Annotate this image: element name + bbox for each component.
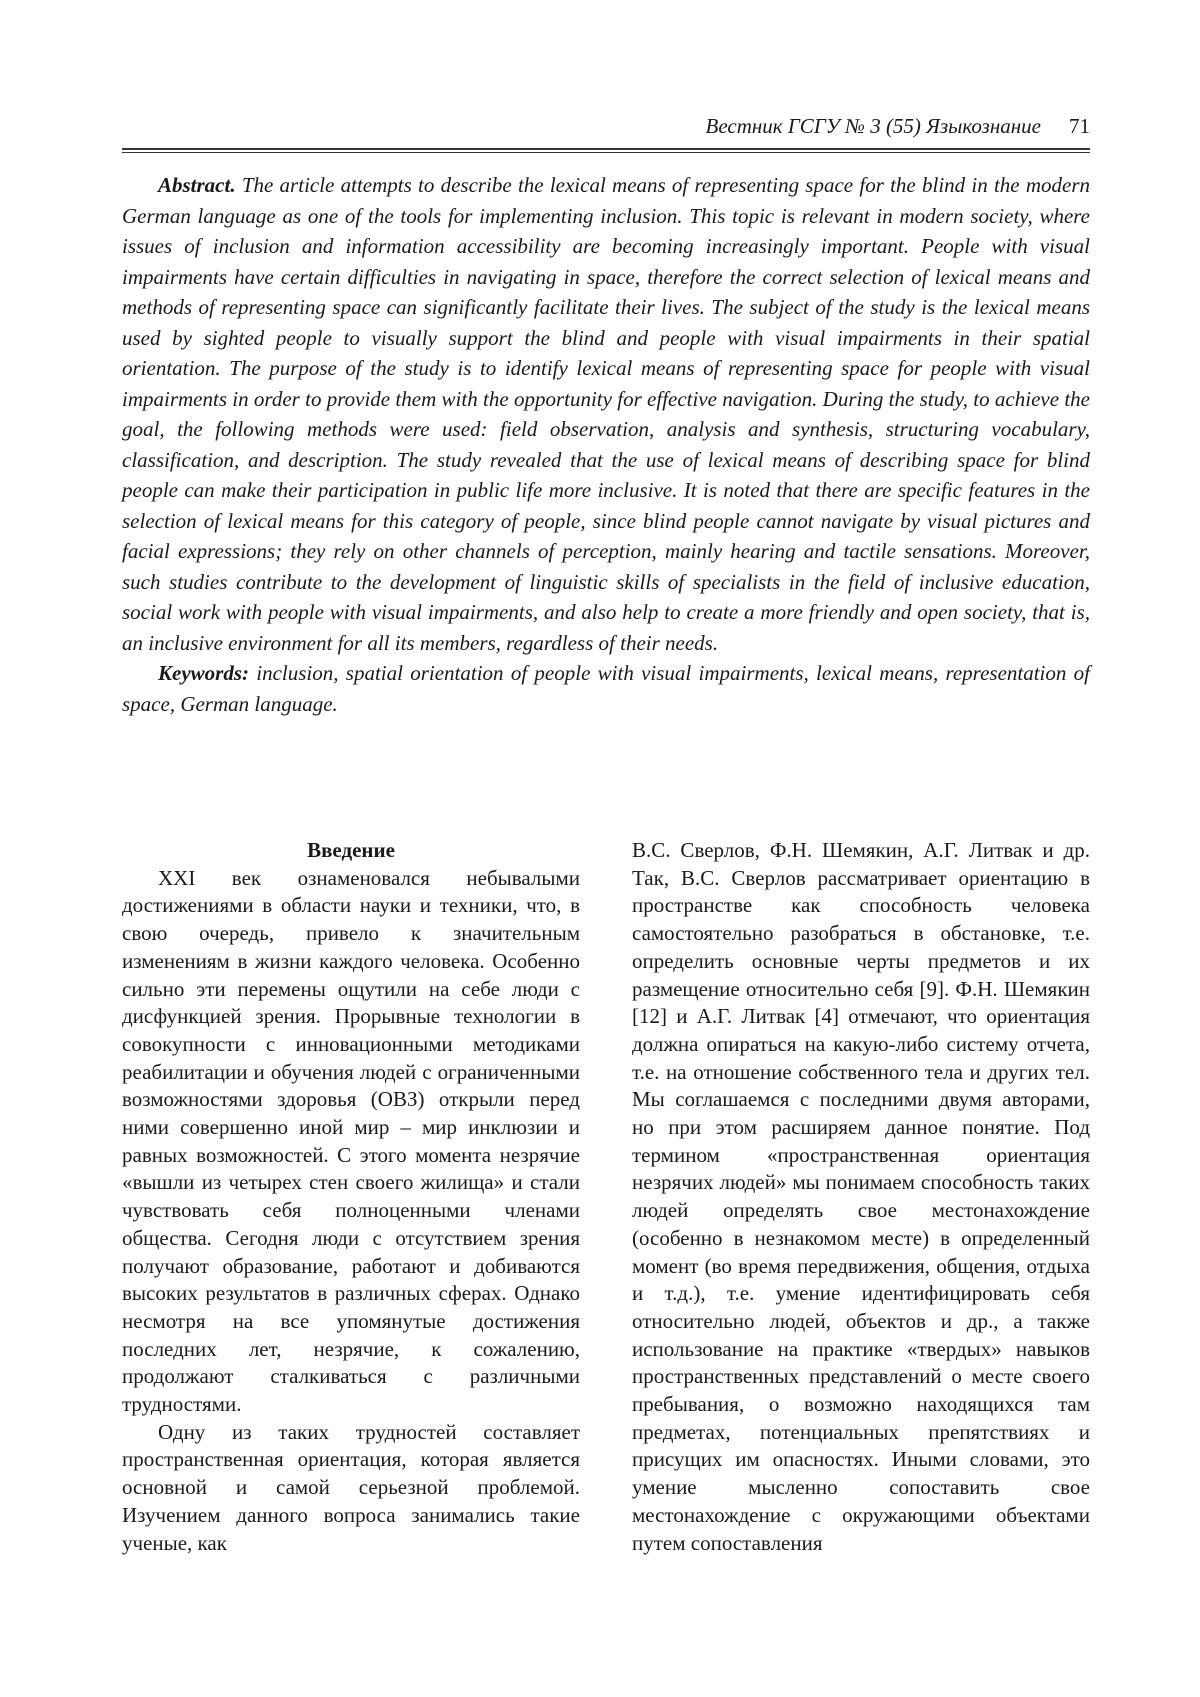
body-column-left <box>122 837 580 1557</box>
journal-title: Вестник ГСГУ № 3 (55) Языкознание <box>705 114 1041 138</box>
page-number: 71 <box>1069 114 1090 138</box>
keywords-text: inclusion, spatial orientation of people with visual impairments, lexical means, representation of space, German language. <box>122 661 1090 716</box>
abstract-paragraph <box>122 170 1090 658</box>
header-rule-thick <box>122 148 1090 150</box>
intro-paragraph-1: XXI век ознаменовался небывалыми достижениями в области науки и техники, что, в свою очередь, привело к значительным изменениям в жизни каждого человека. Особенно сильно эти перемены ощутили на себе люди с дисфункцией зрения. Прорывные технологии в совокупности с инновационными методиками реабилитации и обучения людей с ограниченными возможностями здоровья (ОВЗ) открыли перед ними совершенно иной мир – мир инклюзии и равных возможностей. С этого момента незрячие «вышли из четырех стен своего жилища» и стали чувствовать себя полноценными членами общества. Сегодня люди с отсутствием зрения получают образование, работают и добиваются высоких результатов в различных сферах. Однако несмотря на все упомянутые достижения последних лет, незрячие, к сожалению, продолжают сталкиваться с различными трудностями. <box>122 865 580 1417</box>
intro-paragraph-2-continued: В.С. Сверлов, Ф.Н. Шемякин, А.Г. Литвак и др. Так, В.С. Сверлов рассматривает ориентацию в пространстве как способность человека самостоятельно разобраться в обстановке, т.е. определить основные черты предметов и их размещение относительно себя [9]. Ф.Н. Шемякин [12] и А.Г. Литвак [4] отмечают, что ориентация должна опираться на какую-либо систему отчета, т.е. на отношение собственного тела и других тел. Мы соглашаемся с последними двумя авторами, но при этом расширяем данное понятие. Под термином «пространственная ориентация незрячих людей» мы понимаем способность таких людей определять свое местонахождение (особенно в незнакомом месте) в определенный момент (во время передвижения, общения, отдыха и т.д.), т.е. умение идентифицировать себя относительно людей, объектов и др., а также использование на практике «твердых» навыков пространственных представлений о месте своего пребывания, о возможно находящихся там предметах, потенциальных препятствиях и присущих им опасностях. Иными словами, это умение мысленно сопоставить свое местонахождение с окружающими объектами путем сопоставления <box>632 838 1090 1555</box>
header-rule-thin <box>122 152 1090 153</box>
abstract-section <box>122 170 1090 719</box>
abstract-label: Abstract. <box>158 173 236 197</box>
abstract-text: The article attempts to describe the lexical means of representing space for the blind in the modern German language as one of the tools for implementing inclusion. This topic is relevant in modern society, where issues of inclusion and information accessibility are becoming increasingly important. People with visual impairments have certain difficulties in navigating in space, therefore the correct selection of lexical means and methods of representing space can significantly facilitate their lives. The subject of the study is the lexical means used by sighted people to visually support the blind and people with visual impairments in their spatial orientation. The purpose of the study is to identify lexical means of representing space for people with visual impairments in order to provide them with the opportunity for effective navigation. During the study, to achieve the goal, the following methods were used: field observation, analysis and synthesis, structuring vocabulary, classification, and description. The study revealed that the use of lexical means of describing space for blind people can make their participation in public life more inclusive. It is noted that there are specific features in the selection of lexical means for this category of people, since blind people cannot navigate by visual pictures and facial expressions; they rely on other channels of perception, mainly hearing and tactile sensations. Moreover, such studies contribute to the development of linguistic skills of specialists in the field of inclusive education, social work with people with visual impairments, and also help to create a more friendly and open society, that is, an inclusive environment for all its members, regardless of their needs. <box>122 173 1090 655</box>
intro-paragraph-2: Одну из таких трудностей составляет пространственная ориентация, которая является основной и самой серьезной проблемой. Изучением данного вопроса занимались такие ученые, как <box>122 1419 580 1555</box>
running-header <box>122 114 1090 139</box>
keywords-paragraph <box>122 658 1090 719</box>
body-column-right <box>632 837 1090 1557</box>
section-heading: Введение <box>307 838 395 862</box>
keywords-label: Keywords: <box>158 661 249 685</box>
